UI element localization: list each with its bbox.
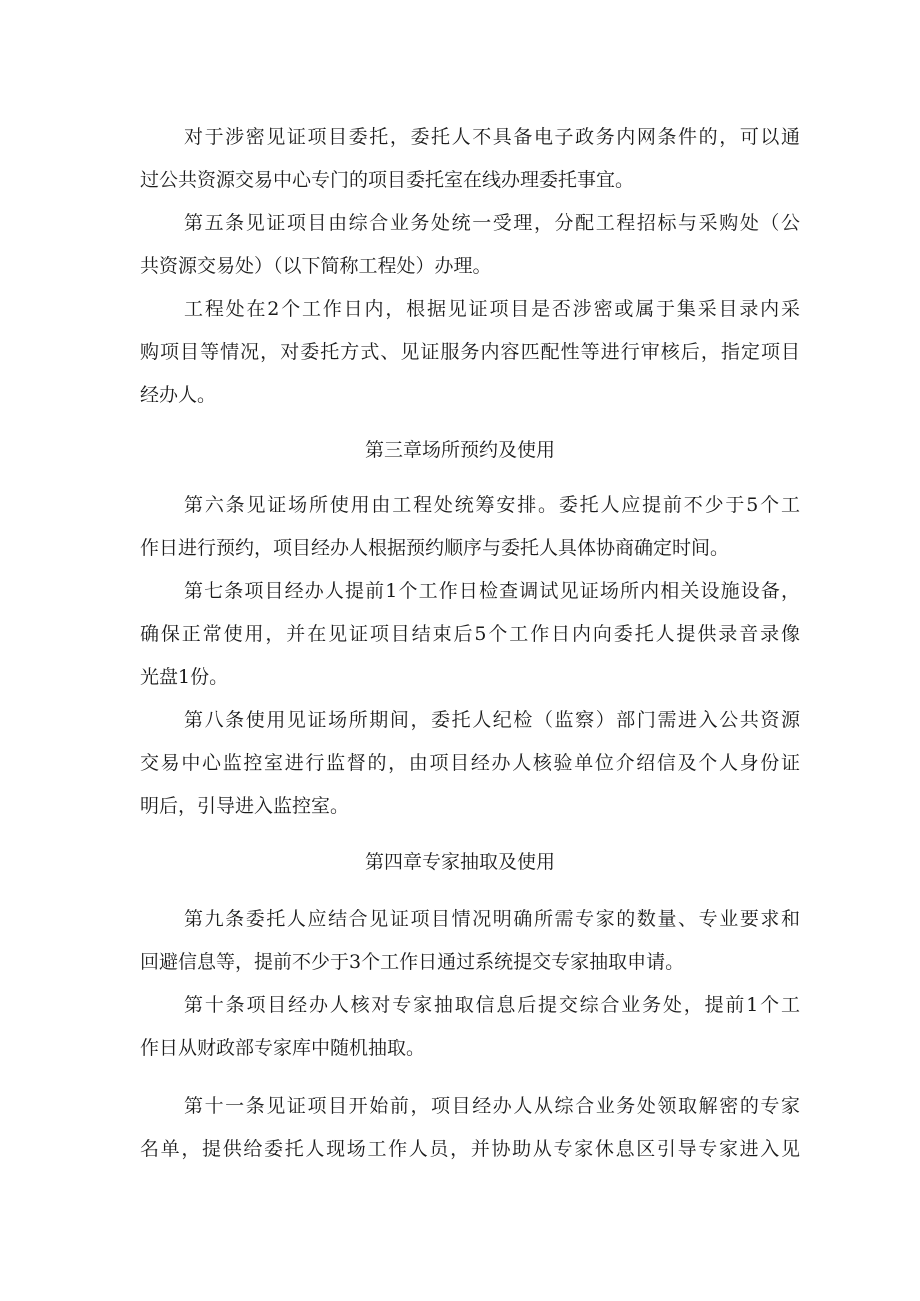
paragraph-line: 第五条见证项目由综合业务处统一受理，分配工程招标与采购处（公 — [184, 212, 800, 234]
paragraph-line: 作日进行预约，项目经办人根据预约顺序与委托人具体协商确定时间。 — [140, 537, 730, 559]
paragraph-line: 回避信息等，提前不少于3个工作日通过系统提交专家抽取申请。 — [140, 951, 685, 973]
paragraph-line: 作日从财政部专家库中随机抽取。 — [140, 1037, 426, 1059]
paragraph-line: 交易中心监控室进行监督的，由项目经办人核验单位介绍信及个人身份证 — [140, 752, 800, 774]
paragraph-line: 确保正常使用，并在见证项目结束后5个工作日内向委托人提供录音录像 — [140, 623, 800, 645]
paragraph-line: 购项目等情况，对委托方式、见证服务内容匹配性等进行审核后，指定项目 — [140, 341, 800, 363]
paragraph-line: 经办人。 — [140, 384, 217, 406]
paragraph-line: 第十条项目经办人核对专家抽取信息后提交综合业务处，提前1个工 — [184, 994, 800, 1016]
paragraph-line: 名单，提供给委托人现场工作人员，并协助从专家休息区引导专家进入见 — [140, 1138, 800, 1160]
paragraph-line: 第七条项目经办人提前1个工作日检查调试见证场所内相关设施设备， — [184, 580, 800, 602]
chapter-heading: 第四章专家抽取及使用 — [364, 851, 555, 873]
paragraph-line: 过公共资源交易中心专门的项目委托室在线办理委托事宜。 — [140, 169, 635, 191]
paragraph-line: 第六条见证场所使用由工程处统筹安排。委托人应提前不少于5个工 — [184, 494, 800, 516]
paragraph-line: 明后，引导进入监控室。 — [140, 795, 350, 817]
paragraph-line: 第九条委托人应结合见证项目情况明确所需专家的数量、专业要求和 — [184, 908, 800, 930]
paragraph-line: 工程处在2个工作日内，根据见证项目是否涉密或属于集采目录内采 — [184, 298, 800, 320]
paragraph-line: 第十一条见证项目开始前，项目经办人从综合业务处领取解密的专家 — [184, 1095, 800, 1117]
paragraph-line: 对于涉密见证项目委托，委托人不具备电子政务内网条件的，可以通 — [184, 126, 800, 148]
chapter-heading: 第三章场所预约及使用 — [364, 439, 555, 461]
paragraph-line: 第八条使用见证场所期间，委托人纪检（监察）部门需进入公共资源 — [184, 709, 800, 731]
paragraph-line: 共资源交易处）（以下简称工程处）办理。 — [140, 255, 492, 277]
paragraph-line: 光盘1份。 — [140, 666, 229, 688]
